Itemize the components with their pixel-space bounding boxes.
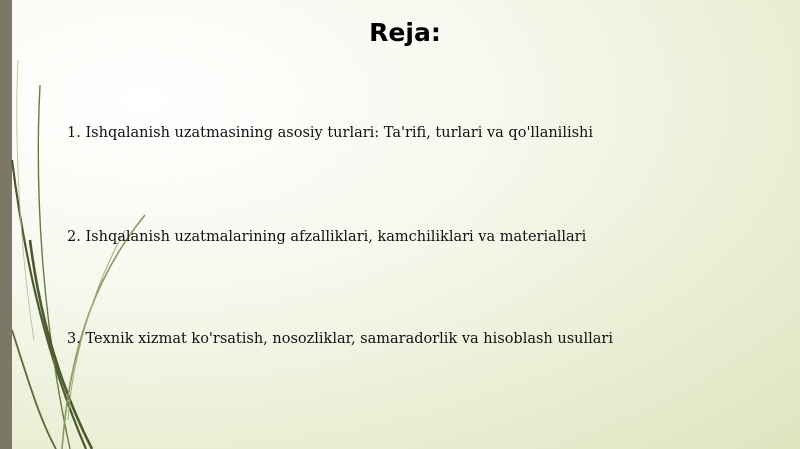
agenda-item-1: 1. Ishqalanish uzatmasining asosiy turlari: Ta'rifi, turlari va qo'llanilishi: [67, 125, 594, 141]
agenda-item-3: 3. Texnik xizmat ko'rsatish, nosozliklar, samaradorlik va hisoblash usullari: [67, 331, 613, 347]
decorative-curve-1: [12, 160, 86, 449]
slide-title: Reja:: [369, 18, 441, 47]
decorative-curve-5: [68, 230, 125, 420]
decorative-curve-7: [17, 60, 34, 340]
agenda-item-2: 2. Ishqalanish uzatmalarining afzalliklari, kamchiliklari va materiallari: [67, 229, 587, 245]
